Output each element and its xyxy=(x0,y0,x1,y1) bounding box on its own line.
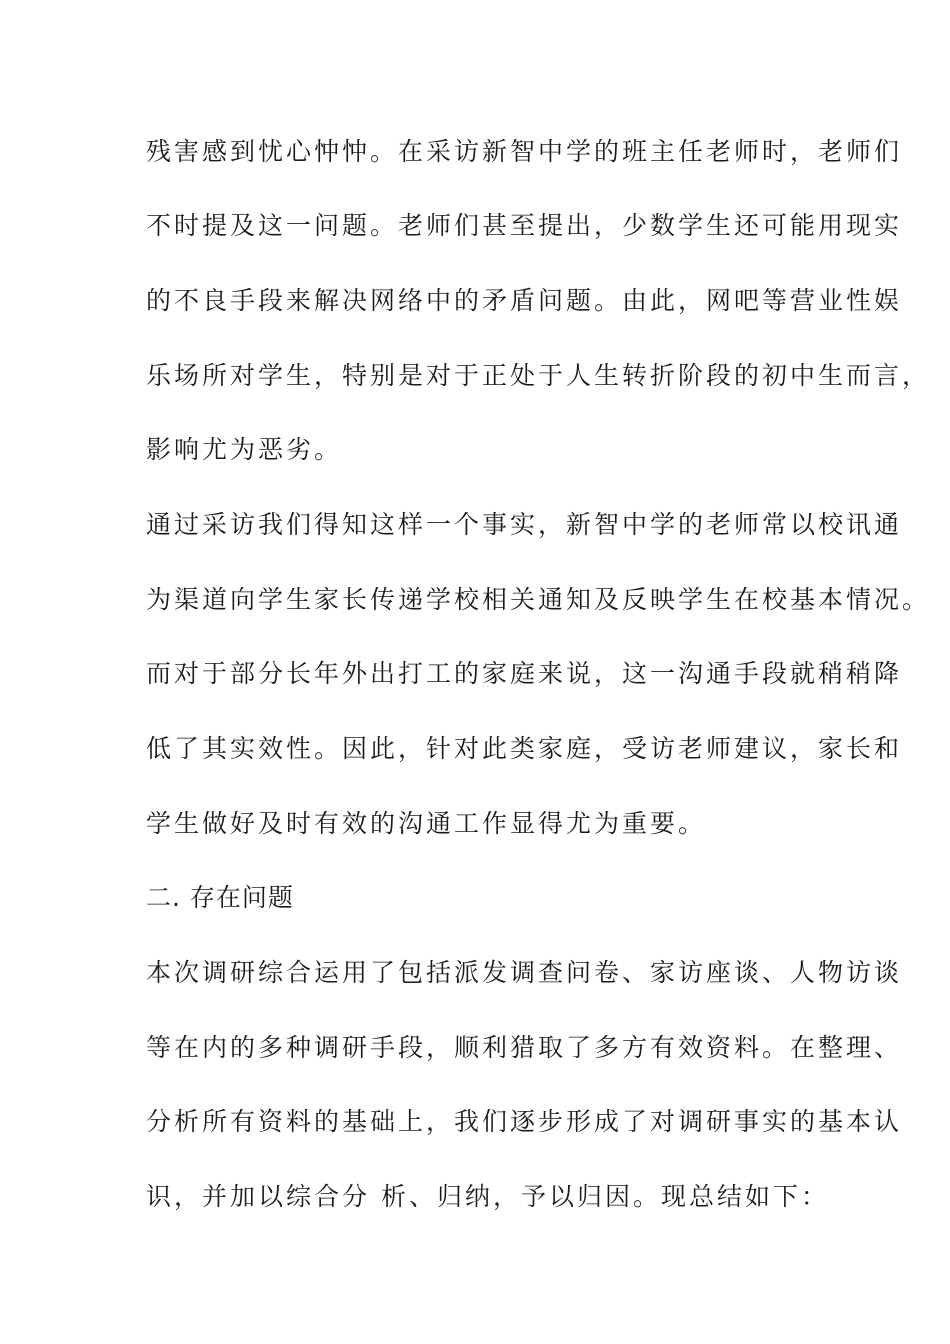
paragraph-line: 的不良手段来解决网络中的矛盾问题。由此，网吧等营业性娱 xyxy=(146,286,903,315)
paragraph-line: 影响尤为恶劣。 xyxy=(146,435,343,464)
paragraph-line: 残害感到忧心忡忡。在采访新智中学的班主任老师时，老师们 xyxy=(146,137,903,166)
paragraph-line: 本次调研综合运用了包括派发调查问卷、家访座谈、人物访谈 xyxy=(146,958,903,987)
paragraph-line: 为渠道向学生家长传递学校相关通知及反映学生在校基本情况。 xyxy=(146,585,931,614)
paragraph-line: 不时提及这一问题。老师们甚至提出，少数学生还可能用现实 xyxy=(146,211,903,240)
paragraph-line: 等在内的多种调研手段，顺利猎取了多方有效资料。在整理、 xyxy=(146,1033,903,1062)
paragraph-line: 而对于部分长年外出打工的家庭来说，这一沟通手段就稍稍降 xyxy=(146,659,903,688)
paragraph-line: 分析所有资料的基础上，我们逐步形成了对调研事实的基本认 xyxy=(146,1107,903,1136)
paragraph-line: 通过采访我们得知这样一个事实，新智中学的老师常以校讯通 xyxy=(146,510,903,539)
paragraph-line: 乐场所对学生，特别是对于正处于人生转折阶段的初中生而言， xyxy=(146,361,931,390)
section-heading: 二. 存在问题 xyxy=(146,883,294,912)
paragraph-line: 学生做好及时有效的沟通工作显得尤为重要。 xyxy=(146,809,707,838)
paragraph-line: 识，并加以综合分 析、归纳，予以归因。现总结如下： xyxy=(146,1182,829,1211)
paragraph-line: 低了其实效性。因此，针对此类家庭，受访老师建议，家长和 xyxy=(146,734,903,763)
